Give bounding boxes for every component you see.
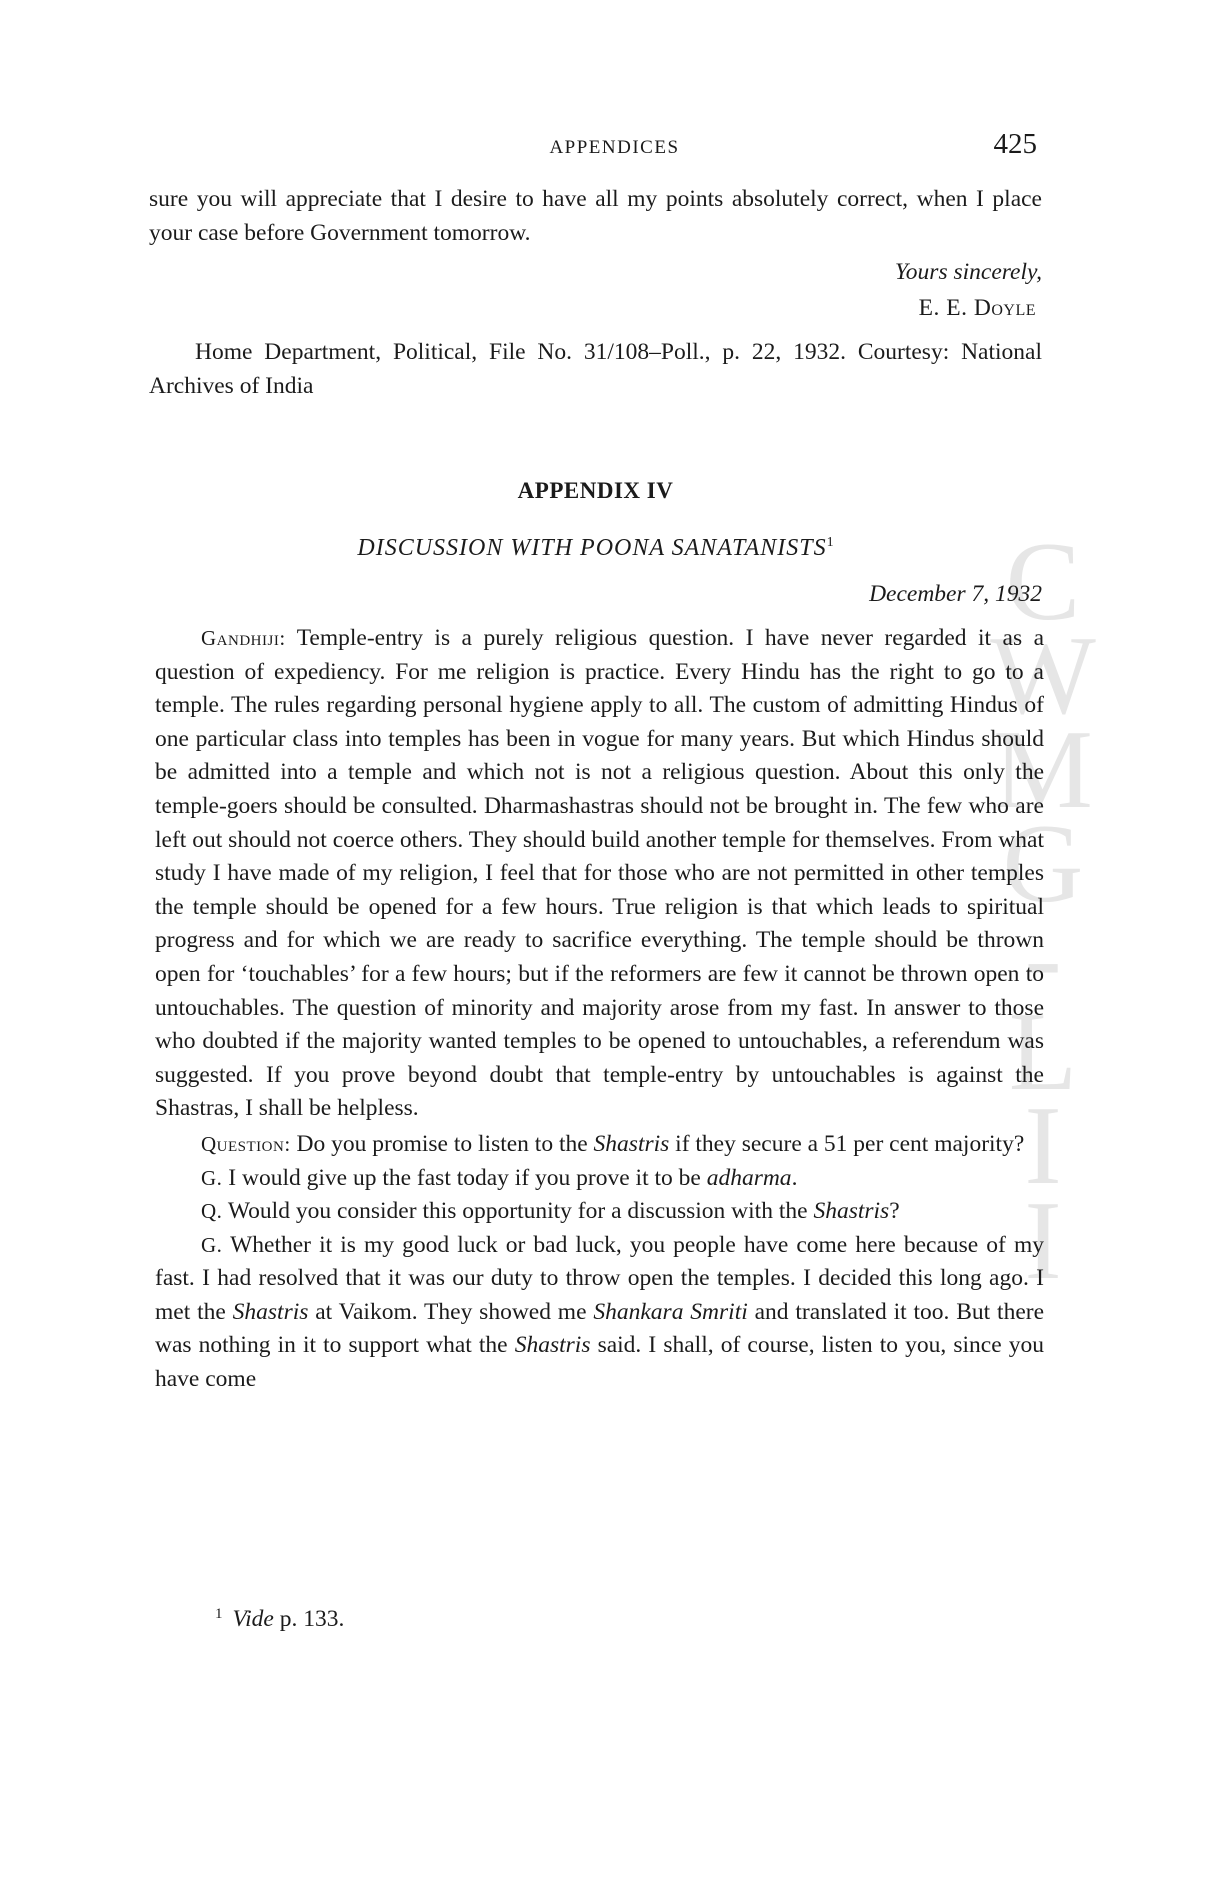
dialogue-text: at Vaikom. They showed me [308, 1298, 594, 1325]
dialogue-text: if they secure a 51 per cent majority? [669, 1130, 1025, 1157]
dialogue-text-italic: Shastris [232, 1298, 309, 1325]
dialogue-paragraph [155, 1162, 1044, 1196]
appendix-subtitle: DISCUSSION WITH POONA SANATANISTS [357, 535, 827, 561]
running-header: APPENDICES [549, 137, 680, 158]
footnote-ref: 1 [826, 535, 834, 550]
dialogue-paragraph [155, 1195, 1044, 1229]
dialogue-paragraph [155, 1229, 1044, 1397]
source-citation: Home Department, Political, File No. 31/108–Poll., p. 22, 1932. Courtesy: National Archives of India [149, 339, 1042, 399]
speaker-label: G. [201, 1165, 223, 1190]
letter-continuation: sure you will appreciate that I desire to have all my points absolutely correct, when I place your case before Government tomorrow. [149, 186, 1042, 246]
dialogue-text: ? [889, 1198, 900, 1225]
watermark-letter: - [1024, 896, 1062, 1021]
footnote [215, 1606, 344, 1633]
dialogue-body [155, 622, 1044, 1397]
dialogue-text: Whether it is my good luck or bad luck, you people have come here because of my fast. I had resolved that it was our duty to throw open the temples. I decided this long ago. I met the [155, 1231, 1044, 1325]
dialogue-text-italic: adharma [706, 1164, 792, 1191]
footnote-vide: Vide [232, 1606, 274, 1632]
dialogue-text-italic: Shastris [813, 1198, 890, 1225]
watermark-letter: I [1024, 1178, 1062, 1303]
watermark-letter: C [1005, 520, 1081, 644]
watermark-letter: M [993, 708, 1093, 833]
page-number: 425 [993, 128, 1037, 160]
footnote-text: p. 133. [279, 1606, 345, 1632]
dialogue-text-italic: Shastris [514, 1332, 591, 1359]
watermark-letter: L [1008, 990, 1078, 1115]
letter-signature: E. E. Doyle [918, 295, 1036, 321]
letter-closing: Yours sincerely, [894, 259, 1042, 285]
watermark-letter: G [1002, 802, 1084, 927]
dialogue-text: Would you consider this opportunity for a discussion with the [227, 1198, 814, 1225]
speaker-label: G. [201, 1232, 223, 1257]
watermark-letter: W [990, 614, 1096, 739]
dialogue-text: Do you promise to listen to the [296, 1130, 594, 1157]
watermark-letter: I [1024, 1084, 1062, 1209]
dialogue-text-italic: Shankara Smriti [593, 1298, 748, 1325]
dialogue-paragraph [155, 1128, 1044, 1162]
dialogue-paragraph [155, 622, 1044, 1126]
dialogue-text: . [791, 1164, 798, 1191]
appendix-date: December 7, 1932 [869, 581, 1042, 607]
appendix-title: APPENDIX IV [517, 478, 674, 503]
appendix-subtitle-line [149, 526, 1042, 566]
footnote-marker: 1 [215, 1606, 223, 1622]
dialogue-text: I would give up the fast today if you prove it to be [228, 1164, 707, 1191]
speaker-label: Q. [201, 1199, 223, 1224]
speaker-label: Question: [201, 1131, 291, 1156]
dialogue-text: Temple-entry is a purely religious question. I have never regarded it as a question of expediency. For me religion is practice. Every Hindu has the right to go to a temple. The rules regarding personal hygiene apply to all. The custom of admitting Hindus of one particular class into temples has been in vogue for many years. But which Hindus should be admitted into a temple and which not is not a religious question. About this only the temple-goers should be consulted. Dharmashastras should not be brought in. The few who are left out should not coerce others. They should build another temple for themselves. From what study I have made of my religion, I feel that for those who are not permitted in other temples the temple should be opened for a few hours. True religion is that which leads to spiritual progress and for which we are ready to sacrifice everything. The temple should be thrown open for ‘touchables’ for a few hours; but if the reformers are few it cannot be thrown open to untouchables. The question of minority and majority arose from my fast. In answer to those who doubted if the majority wanted temples to be opened to untouchables, a referendum was suggested. If you prove beyond doubt that temple-entry by untouchables is against the Shastras, I shall be helpless. [155, 625, 1045, 1122]
dialogue-text-italic: Shastris [593, 1130, 670, 1157]
speaker-label: Gandhiji: [201, 626, 286, 650]
dialogue-text: and translated it too. But there was nothing in it to support what the [155, 1298, 1045, 1359]
dialogue-text: said. I shall, of course, listen to you, since you have come [155, 1332, 1044, 1393]
